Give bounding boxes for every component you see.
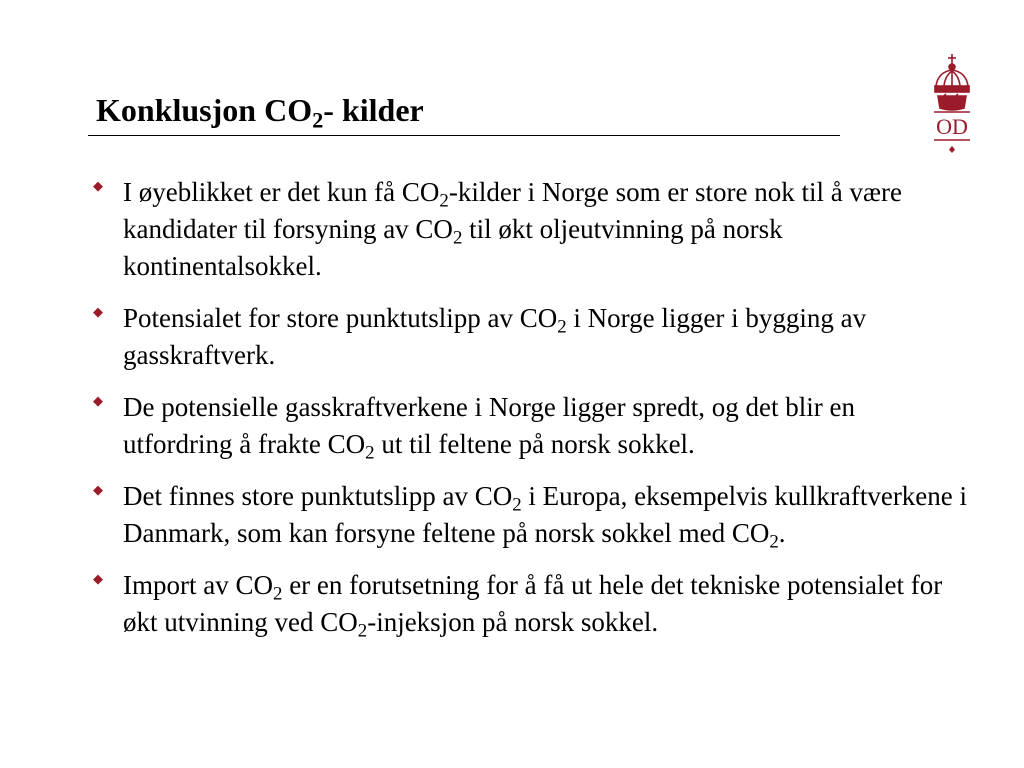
title-underline: [88, 135, 840, 136]
logo-text: OD: [936, 114, 968, 139]
bullet-text: [123, 481, 968, 553]
bullet-text: [123, 303, 866, 370]
bullet-text-segment: I øyeblikket er det kun få CO: [123, 177, 440, 207]
bullet-text-segment: er en forutsetning for å få ut hele det tekniske potensialet for økt utvinning ved CO: [123, 570, 943, 637]
bullet-text-segment: i Norge ligger i bygging av gasskraftverk.: [123, 303, 867, 370]
title-text: Konklusjon CO: [96, 92, 313, 128]
title-text-suffix: - kilder: [323, 92, 424, 128]
bullet-text-segment: Potensialet for store punktutslipp av CO: [123, 303, 558, 333]
bullet-text-segment: Import av CO: [123, 570, 273, 600]
bullet-item: [88, 300, 968, 374]
subscript-text: 2: [452, 227, 463, 249]
bullet-item: [88, 567, 968, 641]
bullet-text: [123, 570, 943, 642]
subscript-text: 2: [769, 531, 779, 553]
subscript-text: 2: [439, 190, 449, 212]
bullet-text-segment: De potensielle gasskraftverkene i Norge ligger spredt, og det blir en utfordring å frakte CO: [123, 392, 856, 459]
subscript-text: 2: [512, 494, 522, 516]
diamond-bullet-icon: ◆: [93, 179, 103, 194]
subscript-text: 2: [365, 442, 375, 464]
bullet-text: [123, 392, 856, 464]
bullet-text: [123, 177, 902, 281]
bullet-text-segment: .: [778, 518, 786, 548]
slide-title: [96, 90, 424, 133]
subscript-text: 2: [357, 620, 368, 642]
diamond-bullet-icon: ◆: [93, 394, 103, 409]
bullet-text-segment: ut til feltene på norsk sokkel.: [374, 429, 695, 459]
bullet-text-segment: -injeksjon på norsk sokkel.: [367, 607, 659, 637]
bullet-item: [88, 478, 968, 552]
subscript-text: 2: [557, 316, 567, 338]
bullet-text-segment: i Europa, eksempelvis kullkraftverkene i Danmark, som kan forsyne feltene på norsk sokkel med CO: [123, 481, 968, 548]
diamond-bullet-icon: ◆: [93, 572, 103, 587]
diamond-bullet-icon: ◆: [93, 305, 103, 320]
diamond-bullet-icon: ◆: [93, 483, 103, 498]
subscript-text: 2: [272, 583, 283, 605]
title-subscript: 2: [312, 107, 324, 133]
bullet-text-segment: -kilder i Norge som er store nok til å være kandidater til forsyning av CO: [123, 177, 903, 244]
bullet-list: [88, 174, 968, 656]
bullet-item: [88, 174, 968, 285]
bullet-text-segment: til økt oljeutvinning på norsk kontinentalsokkel.: [123, 214, 783, 281]
bullet-item: [88, 389, 968, 463]
od-crown-logo: [924, 50, 980, 158]
bullet-text-segment: Det finnes store punktutslipp av CO: [123, 481, 513, 511]
